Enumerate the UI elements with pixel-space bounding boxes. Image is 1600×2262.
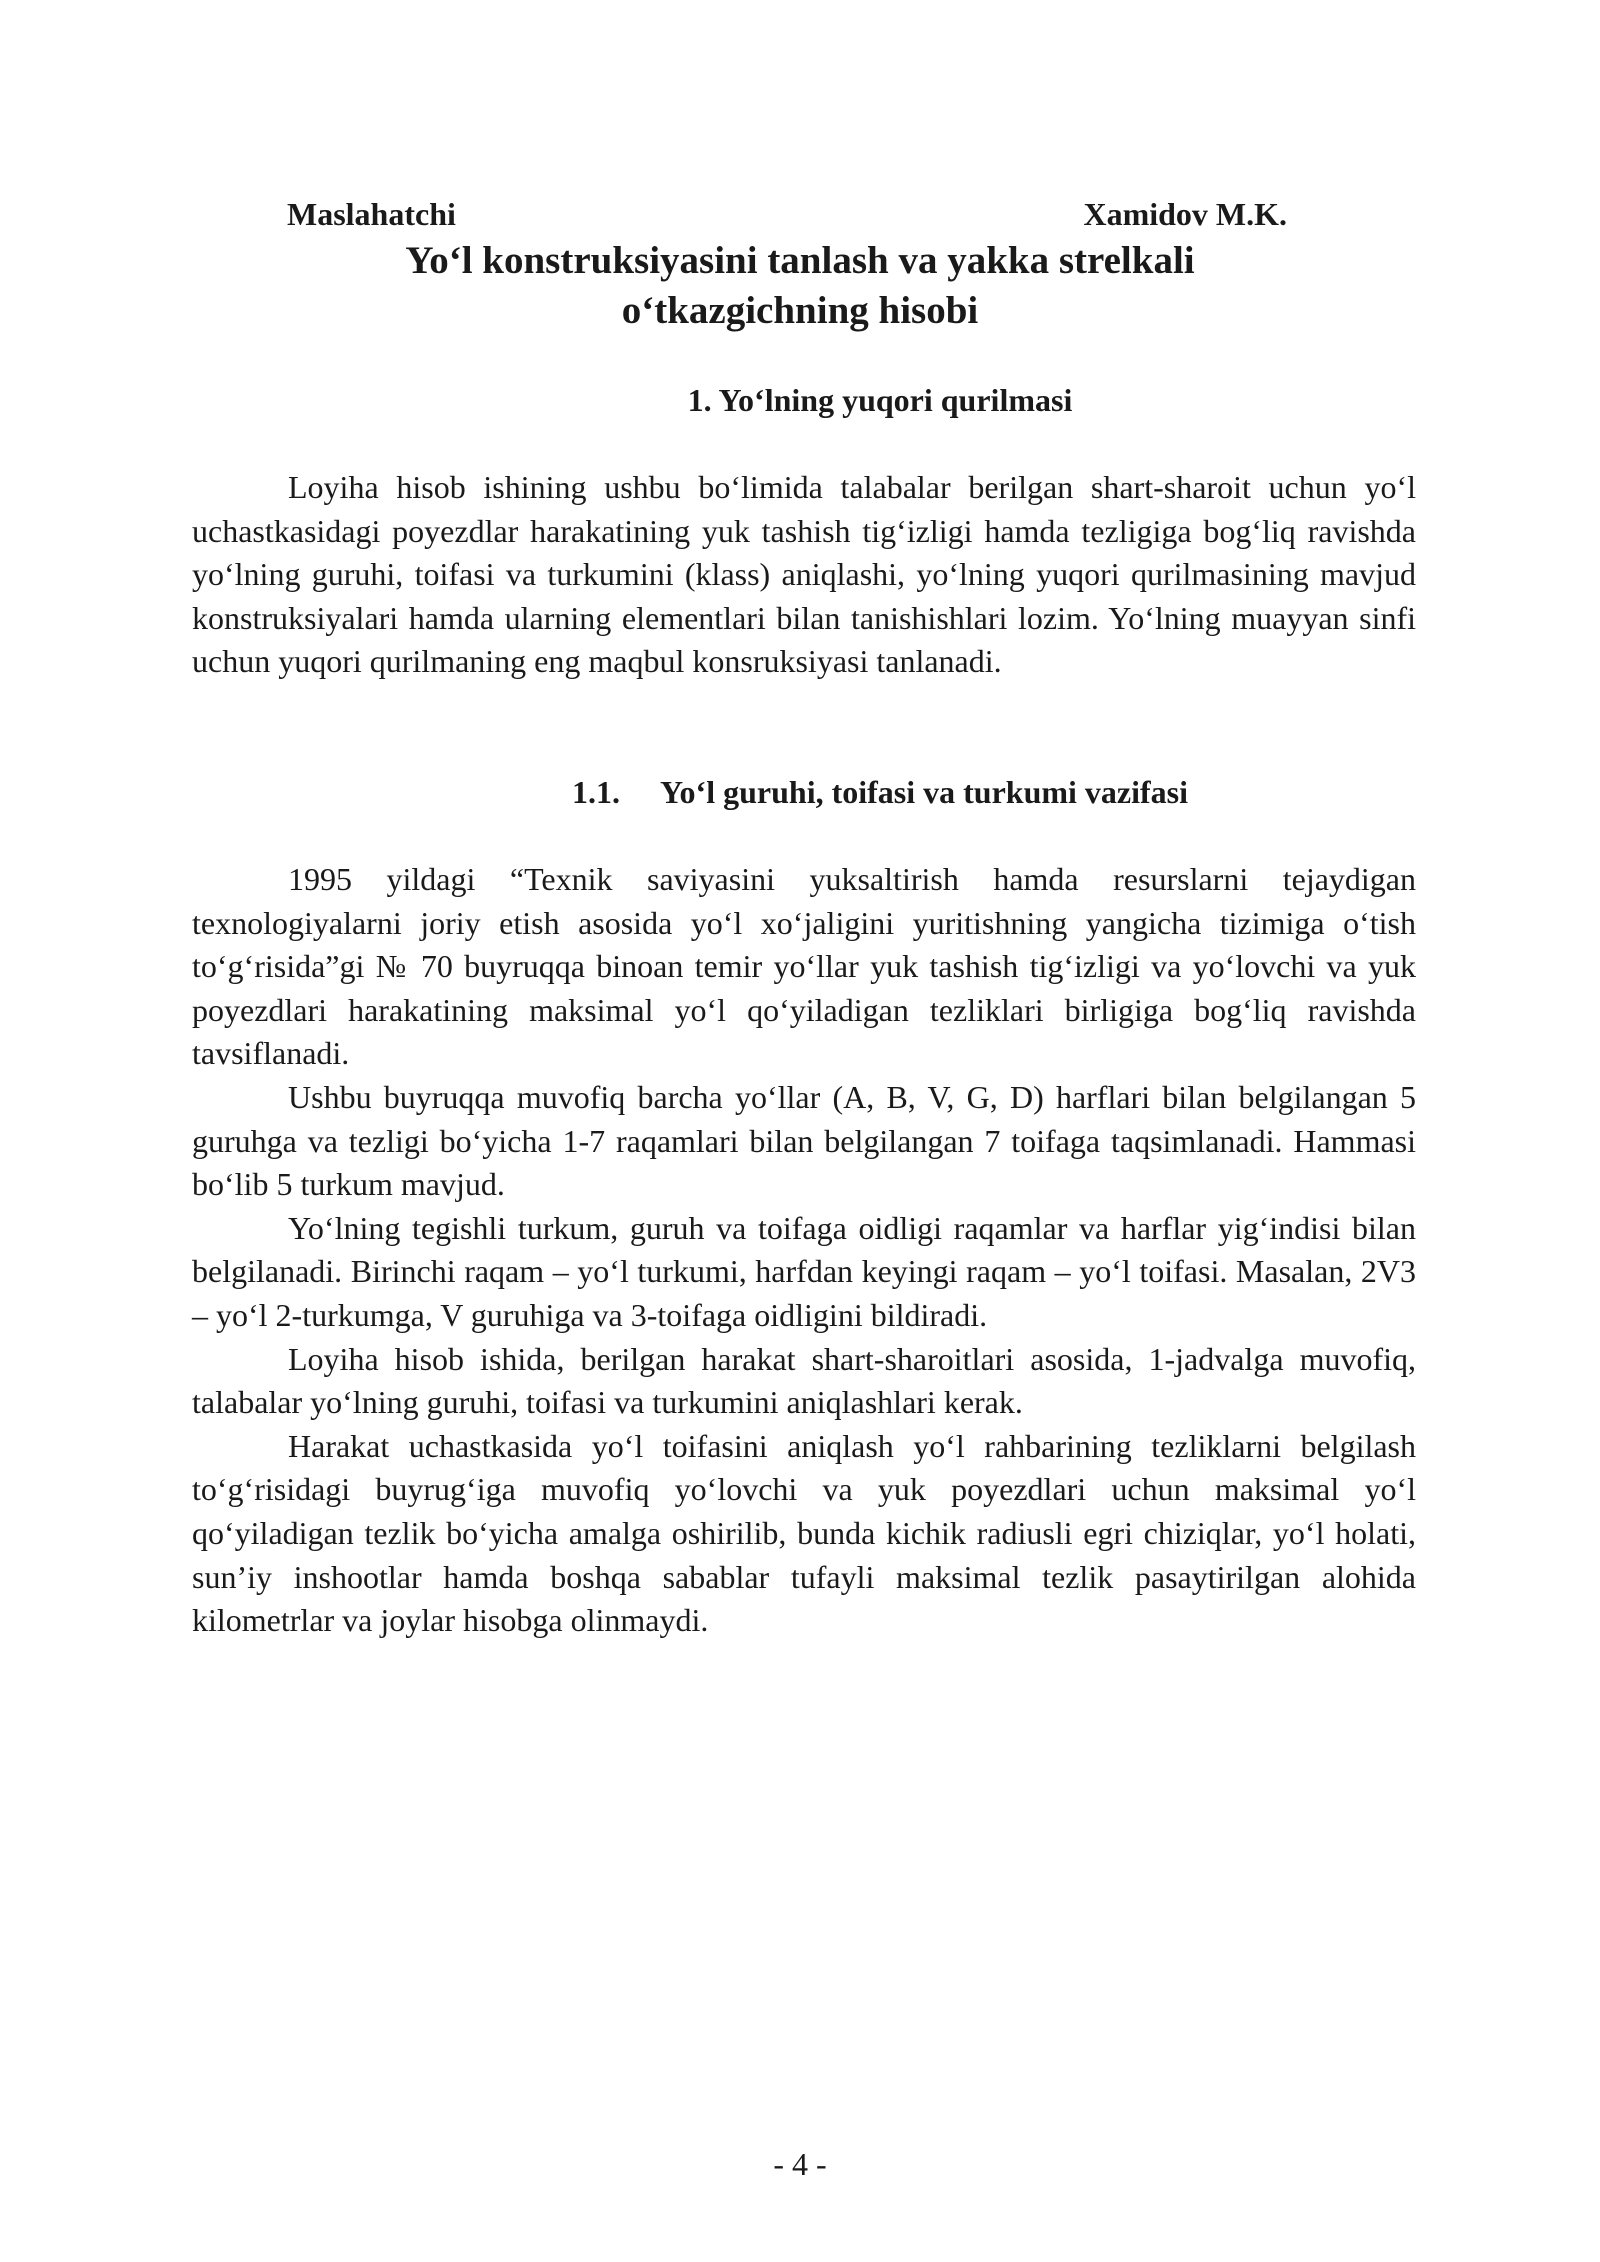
paragraph: Yo‘lning tegishli turkum, guruh va toifaga oidligi raqamlar va harflar yig‘indisi bilan belgilanadi. Birinchi raqam – yo‘l turkumi, harfdan keyingi raqam – yo‘l toifasi. Masalan, 2V3 – yo‘l 2-turkumga, V guruhiga va 3-toifaga oidligini bildiradi. xyxy=(192,1209,1416,1333)
advisor-label: Maslahatchi xyxy=(287,196,456,232)
document-title-line-1: Yo‘l konstruksiyasini tanlash va yakka strelkali xyxy=(405,239,1195,282)
section-1-body xyxy=(192,466,1416,684)
paragraph: Harakat uchastkasida yo‘l toifasini aniqlash yo‘l rahbarining tezliklarni belgilash to‘g‘risidagi buyrug‘iga muvofiq yo‘lovchi va yuk poyezdlari uchun maksimal yo‘l qo‘yiladigan tezlik bo‘yicha amalga oshirilib, bunda kichik radiusli egri chiziqlar, yo‘l holati, sun’iy inshootlar hamda boshqa sabablar tufayli maksimal tezlik pasaytirilgan alohida kilometrlar va joylar hisobga olinmaydi. xyxy=(192,1427,1416,1639)
section-1-1-title: Yo‘l guruhi, toifasi va turkumi vazifasi xyxy=(659,774,1189,810)
document-title-line-2: o‘tkazgichning hisobi xyxy=(621,289,979,332)
advisor-row xyxy=(287,192,1287,236)
paragraph: Loyiha hisob ishining ushbu bo‘limida talabalar berilgan shart-sharoit uchun yo‘l uchastkasidagi poyezdlar harakatining yuk tashish tig‘izligi hamda tezligiga bog‘liq ravishda yo‘lning guruhi, toifasi va turkumini (klass) aniqlashi, yo‘lning yuqori qurilmasining mavjud konstruksiyalari hamda ularning elementlari bilan tanishishlari lozim. Yo‘lning muayyan sinfi uchun yuqori qurilmaning eng maqbul konsruksiyasi tanlanadi. xyxy=(192,469,1416,680)
paragraph: 1995 yildagi “Texnik saviyasini yuksaltirish hamda resurslarni tejaydigan texnologiyalarni joriy etish asosida yo‘l xo‘jaligini yuritishning yangicha tizimiga o‘tish to‘g‘risida”gi № 70 buyruqqa binoan temir yo‘llar yuk tashish tig‘izligi va yo‘lovchi va yuk poyezdlari harakatining maksimal yo‘l qo‘yiladigan tezliklari birligiga bog‘liq ravishda tavsiflanadi. xyxy=(192,861,1416,1072)
section-1-heading: 1. Yo‘lning yuqori qurilmasi xyxy=(687,382,1073,418)
paragraph: Ushbu buyruqqa muvofiq barcha yo‘llar (A, B, V, G, D) harflari bilan belgilangan 5 guruhga va tezligi bo‘yicha 1-7 raqamlari bilan belgilangan 7 toifaga taqsimlanadi. Hammasi bo‘lib 5 turkum mavjud. xyxy=(192,1078,1416,1203)
section-1-1-heading xyxy=(190,770,1410,814)
page-number: - 4 - xyxy=(773,2146,827,2182)
advisor-name: Xamidov M.K. xyxy=(1083,196,1287,232)
paragraph: Loyiha hisob ishida, berilgan harakat shart-sharoitlari asosida, 1-jadvalga muvofiq, talabalar yo‘lning guruhi, toifasi va turkumini aniqlashlari kerak. xyxy=(192,1340,1416,1421)
document-title xyxy=(190,236,1410,336)
section-1-1-number: 1.1. xyxy=(571,774,620,810)
section-1-1-body xyxy=(192,858,1416,1643)
